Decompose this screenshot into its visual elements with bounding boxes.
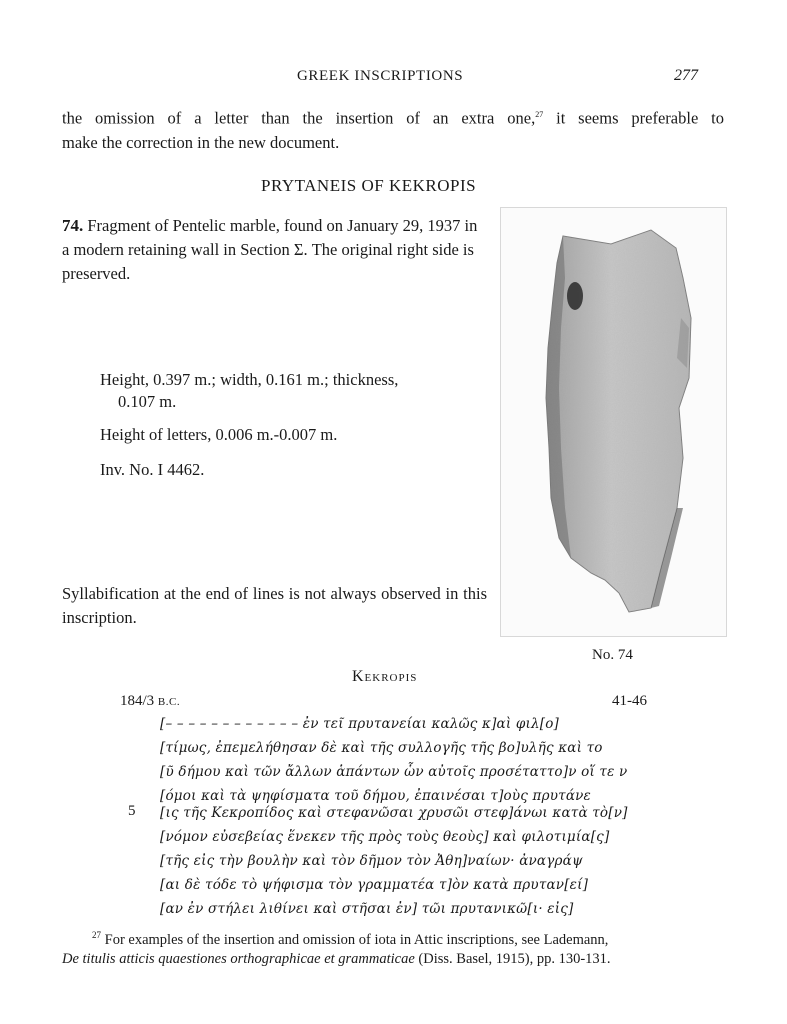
date-number: 184/3 [120,693,155,709]
line-number: 5 [128,803,136,819]
inscription-line: [ις τῆς Κεκροπίδος καὶ στεφανῶσαι χρυσῶι στεφ]άνωι κατὰ τὸ[ν] [160,805,628,821]
footnote-number: 27 [92,930,101,940]
syllabification-note: Syllabification at the end of lines is not always observed in this inscription. [62,584,487,627]
footnote-text-end: (Diss. Basel, 1915), pp. 130-131. [414,950,611,967]
footnote-title: De titulis atticis quaestiones orthographicae et grammaticae [62,950,415,967]
inscription-line: [νόμον εὐσεβείας ἕνεκεν τῆς πρὸς τοὺς θεοὺς] καὶ φιλοτιμία[ς] [160,829,610,845]
entry-number: 74. [62,216,84,235]
footnote-text: For examples of the insertion and omission of iota in Attic inscriptions, see Lademann, [101,931,609,948]
inscription-line: [αν ἐν στήλει λιθίνει καὶ στῆσαι ἐν] τῶι πρυτανικῶ[ι· εἰς] [160,901,574,917]
photo-caption: No. 74 [592,647,633,663]
inscription-line: [ῦ δήμου καὶ τῶν ἄλλων ἁπάντων ὧν αὐτοῖς προσέταττο]ν οἵ τε ν [160,764,628,780]
line-reference: 41-46 [612,693,647,709]
marble-fragment-image [501,208,726,636]
entry-description-text: Fragment of Pentelic marble, found on January 29, 1937 in a modern retaining wall in Section Σ. The original right side is preserved. [62,216,478,283]
intro-paragraph [62,103,724,155]
letter-height: Height of letters, 0.006 m.-0.007 m. [100,425,338,444]
inscription-title: Kekropis [352,668,418,685]
dimensions: Height, 0.397 m.; width, 0.161 m.; thickness, [100,370,399,389]
footnote [62,926,727,969]
inscription-line: [όμοι καὶ τὰ ψηφίσματα τοῦ δήμου, ἐπαινέσαι τ]οὺς πρυτάνε [160,788,591,804]
intro-text: the omission of a letter than the insertion of an extra one, [62,108,536,128]
inscription-line: [– – – – – – – – – – – – ἐν τεῖ πρυτανείαι καλῶς κ]αὶ φιλ[ο] [160,716,560,732]
dimensions-cont: 0.107 m. [118,392,177,411]
page-number: 277 [674,67,698,84]
entry-description [62,214,487,286]
inscription-line: [αι δὲ τόδε τὸ ψήφισμα τὸν γραμματέα τ]ὸν κατὰ πρυταν[εί] [160,877,589,893]
inscription-date [120,693,180,710]
section-heading: PRYTANEIS OF KEKROPIS [261,176,477,195]
inscription-line: [τῆς εἰς τὴν βουλὴν καὶ τὸν δῆμον τὸν Ἀθη]ναίων· ἀναγράψ [160,853,583,869]
inventory-number: Inv. No. I 4462. [100,460,205,479]
intro-text-cont: it seems preferable to [543,108,724,128]
date-era: B.C. [157,696,181,708]
footnote-ref: 27 [535,110,544,119]
intro-line-2: make the correction in the new document. [62,132,340,152]
running-head: GREEK INSCRIPTIONS [297,68,464,84]
inscription-line: [τίμως, ἐπεμελήθησαν δὲ καὶ τῆς συλλογῆς τῆς βο]υλῆς καὶ το [160,740,603,756]
marble-fragment-photo [500,207,727,637]
